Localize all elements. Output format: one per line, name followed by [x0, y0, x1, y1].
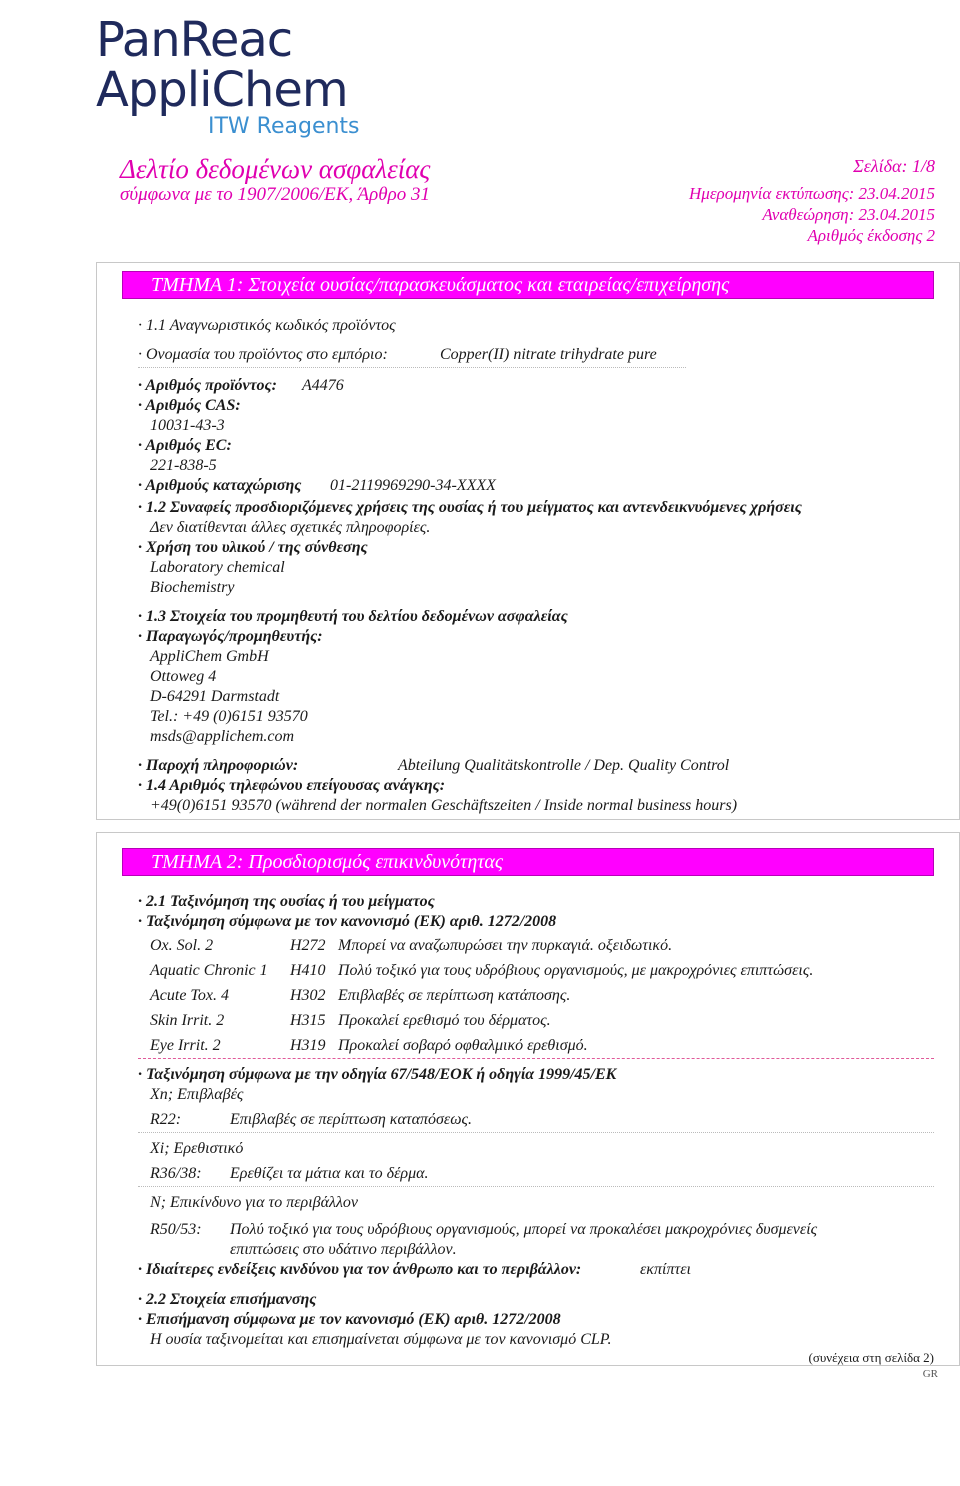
heading-2-1: · 2.1 Ταξινόμηση της ουσίας ή του μείγματος — [138, 893, 435, 910]
logo-panreac: PanReac — [96, 12, 293, 68]
supplier-name: AppliChem GmbH — [150, 648, 269, 665]
supplier-label: · Παραγωγός/προμηθευτής: — [138, 628, 323, 645]
clp-code: H302 — [290, 987, 326, 1004]
use-label: · Χρήση του υλικού / της σύνθεσης — [138, 539, 368, 556]
dsd-code: R22: — [150, 1111, 182, 1128]
dsd-text-continued: επιπτώσεις στο υδάτινο περιβάλλον. — [230, 1241, 457, 1258]
heading-1-4: · 1.4 Αριθμός τηλεφώνου επείγουσας ανάγκης: — [138, 777, 446, 794]
section1-title: ΤΜΗΜΑ 1: Στοιχεία ουσίας/παρασκευάσματος και εταιρείας/επιχείρησης — [151, 274, 730, 296]
dsd-symbol: Xi; Ερεθιστικό — [150, 1140, 244, 1157]
product-number-label: · Αριθμός προϊόντος: — [138, 377, 277, 394]
clp-code: H410 — [290, 962, 326, 979]
clp-class: Ox. Sol. 2 — [150, 937, 214, 954]
clp-text: Πολύ τοξικό για τους υδρόβιους οργανισμούς, με μακροχρόνιες επιπτώσεις. — [338, 962, 814, 979]
clp-class: Aquatic Chronic 1 — [150, 962, 268, 979]
dsd-text: Επιβλαβές σε περίπτωση καταπόσεως. — [230, 1111, 473, 1128]
clp-text: Μπορεί να αναζωπυρώσει την πυρκαγιά. οξειδωτικό. — [338, 937, 673, 954]
product-number-value: A4476 — [302, 377, 344, 394]
registration-value: 01-2119969290-34-XXXX — [330, 477, 496, 494]
separator — [138, 1186, 934, 1187]
document-subtitle: σύμφωνα με το 1907/2006/ΕΚ, Άρθρο 31 — [120, 184, 430, 205]
heading-1-1: · 1.1 Αναγνωριστικός κωδικός προϊόντος — [138, 317, 396, 334]
logo-applichem: AppliChem — [96, 62, 348, 118]
use-2: Biochemistry — [150, 579, 235, 596]
clp-class: Eye Irrit. 2 — [150, 1037, 221, 1054]
document-title: Δελτίο δεδομένων ασφαλείας — [120, 154, 431, 184]
trade-name-value: Copper(II) nitrate trihydrate pure — [440, 346, 657, 363]
ec-value: 221-838-5 — [150, 457, 217, 474]
dashed-separator — [138, 1058, 934, 1059]
revision-date: Αναθεώρηση: 23.04.2015 — [762, 205, 935, 224]
heading-2-2: · 2.2 Στοιχεία επισήμανσης — [138, 1291, 317, 1308]
section1-header — [122, 271, 934, 299]
clp-code: H315 — [290, 1012, 326, 1029]
supplier-street: Ottoweg 4 — [150, 668, 217, 685]
clp-code: H272 — [290, 937, 326, 954]
label-text: Η ουσία ταξινομείται και επισημαίνεται σύμφωνα με τον κανονισμό CLP. — [150, 1331, 612, 1348]
clp-label: · Ταξινόμηση σύμφωνα με τον κανονισμό (ΕΚ) αριθ. 1272/2008 — [138, 913, 557, 930]
clp-class: Acute Tox. 4 — [150, 987, 229, 1004]
dsd-code: R36/38: — [150, 1165, 202, 1182]
label-label: · Επισήμανση σύμφωνα με τον κανονισμό (ΕΚ) αριθ. 1272/2008 — [138, 1311, 561, 1328]
info-value: Abteilung Qualitätskontrolle / Dep. Quality Control — [398, 757, 730, 774]
logo-itw: ITW Reagents — [208, 114, 360, 139]
special-label: · Ιδιαίτερες ενδείξεις κινδύνου για τον άνθρωπο και το περιβάλλον: — [138, 1261, 582, 1278]
print-date: Ημερομηνία εκτύπωσης: 23.04.2015 — [689, 184, 935, 203]
section2-title: ΤΜΗΜΑ 2: Προσδιορισμός επικινδυνότητας — [151, 851, 504, 873]
heading-1-2-text: Δεν διατίθενται άλλες σχετικές πληροφορίες. — [150, 519, 431, 536]
emergency-phone: +49(0)6151 93570 (während der normalen Geschäftszeiten / Inside normal business hours) — [150, 797, 738, 814]
separator — [138, 367, 686, 368]
separator — [138, 1132, 934, 1133]
ec-label: · Αριθμός EC: — [138, 437, 232, 454]
clp-text: Επιβλαβές σε περίπτωση κατάποσης. — [338, 987, 571, 1004]
dsd-symbol: N; Επικίνδυνο για το περιβάλλον — [150, 1194, 358, 1211]
clp-class: Skin Irrit. 2 — [150, 1012, 225, 1029]
clp-code: H319 — [290, 1037, 326, 1054]
supplier-email[interactable]: msds@applichem.com — [150, 728, 295, 745]
supplier-city: D-64291 Darmstadt — [150, 688, 280, 705]
info-label: · Παροχή πληροφοριών: — [138, 757, 299, 774]
cas-label: · Αριθμός CAS: — [138, 397, 241, 414]
heading-1-2: · 1.2 Συναφείς προσδιοριζόμενες χρήσεις της ουσίας ή του μείγματος και αντενδεικνυόμενες χρήσεις — [138, 499, 802, 516]
use-1: Laboratory chemical — [150, 559, 285, 576]
continued-note: (συνέχεια στη σελίδα 2) — [808, 1350, 934, 1365]
section2-header — [122, 848, 934, 876]
version-number: Αριθμός έκδοσης 2 — [807, 226, 935, 245]
clp-text: Προκαλεί σοβαρό οφθαλμικό ερεθισμό. — [338, 1037, 588, 1054]
clp-text: Προκαλεί ερεθισμό του δέρματος. — [338, 1012, 551, 1029]
special-value: εκπίπτει — [640, 1261, 691, 1278]
registration-label: · Αριθμούς καταχώρισης — [138, 477, 302, 494]
page-number: Σελίδα: 1/8 — [853, 156, 935, 176]
cas-value: 10031-43-3 — [150, 417, 225, 434]
supplier-phone: Tel.: +49 (0)6151 93570 — [150, 708, 308, 725]
dsd-label: · Ταξινόμηση σύμφωνα με την οδηγία 67/548/ΕΟΚ ή οδηγία 1999/45/ΕΚ — [138, 1066, 617, 1083]
trade-name-label: · Ονομασία του προϊόντος στο εμπόριο: — [138, 346, 388, 363]
dsd-text: Ερεθίζει τα μάτια και το δέρμα. — [230, 1165, 429, 1182]
dsd-code: R50/53: — [150, 1221, 202, 1238]
dsd-symbol: Xn; Επιβλαβές — [150, 1086, 244, 1103]
heading-1-3: · 1.3 Στοιχεία του προμηθευτή του δελτίου δεδομένων ασφαλείας — [138, 608, 568, 625]
dsd-text: Πολύ τοξικό για τους υδρόβιους οργανισμούς, μπορεί να προκαλέσει μακροχρόνιες δυσμενείς — [230, 1221, 818, 1238]
language-code: GR — [922, 1368, 938, 1380]
